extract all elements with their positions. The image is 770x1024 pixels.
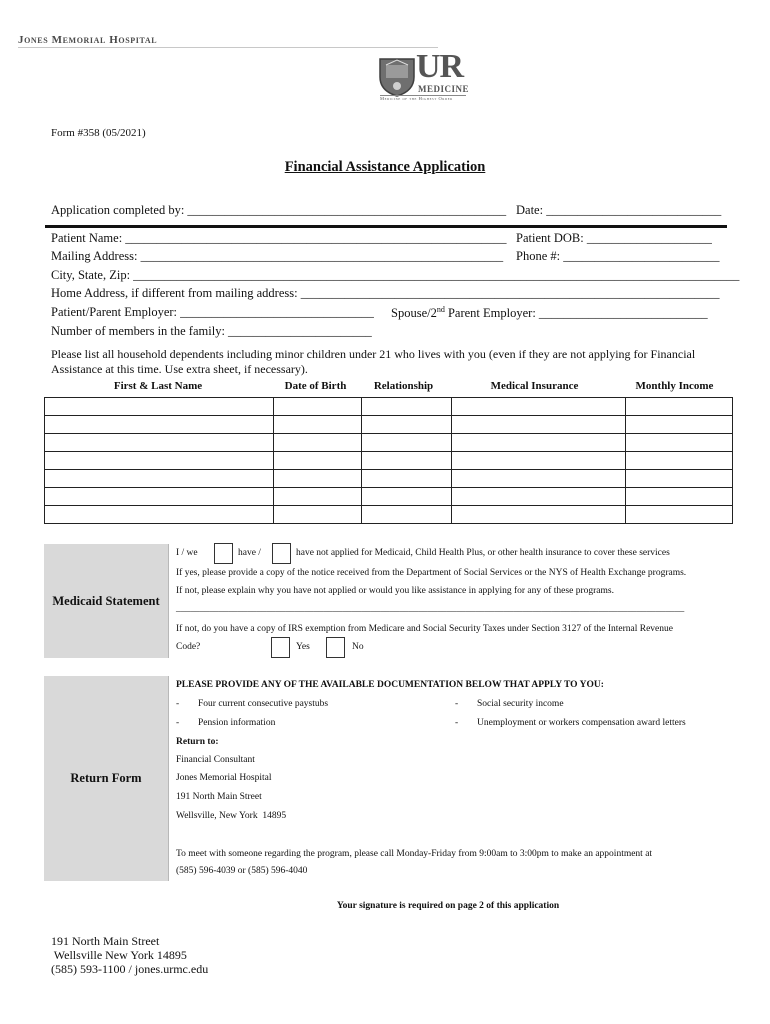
footer-line: (585) 593-1100 / jones.urmc.edu <box>51 962 209 976</box>
signature-note: Your signature is required on page 2 of this application <box>336 901 560 911</box>
table-cell[interactable] <box>274 452 362 470</box>
table-cell[interactable] <box>626 452 733 470</box>
return-address-line: Jones Memorial Hospital <box>176 773 272 783</box>
dependents-instructions: Please list all household dependents including minor children under 21 who lives with you (even if they are not applying for Financial Assistance at this time. Use extra sheet, if necessary). <box>51 347 696 376</box>
table-cell[interactable] <box>626 488 733 506</box>
col-header-income: Monthly Income <box>635 380 714 392</box>
table-cell[interactable] <box>452 398 626 416</box>
section-divider <box>45 225 727 228</box>
footer-line: Wellsville New York 14895 <box>51 948 187 962</box>
explanation-line[interactable]: ___________________________________________________________________________________________________________ <box>176 604 685 614</box>
table-cell[interactable] <box>274 416 362 434</box>
return-address-line: Wellsville, New York 14895 <box>176 811 287 821</box>
have-label: have / <box>238 548 261 558</box>
city-state-zip-field[interactable]: City, State, Zip: _________________________________________________________________________________________________ <box>51 268 740 282</box>
phone-field[interactable]: Phone #: _________________________ <box>516 249 720 263</box>
table-cell[interactable] <box>452 470 626 488</box>
table-cell[interactable] <box>45 506 274 524</box>
if-yes-text: If yes, please provide a copy of the notice received from the Department of Social Services or the NYS of Health Exchange programs. <box>176 568 687 578</box>
medicaid-section-label: Medicaid Statement <box>44 544 169 658</box>
return-form-section-label: Return Form <box>44 676 169 881</box>
table-cell[interactable] <box>626 416 733 434</box>
table-cell[interactable] <box>452 488 626 506</box>
appointment-phone: (585) 596-4039 or (585) 596-4040 <box>176 866 308 876</box>
table-cell[interactable] <box>45 416 274 434</box>
table-row <box>45 434 733 452</box>
logo-ur-text: UR <box>416 48 464 85</box>
table-cell[interactable] <box>452 434 626 452</box>
logo-medicine-text: MEDICINE <box>418 84 470 94</box>
header-divider <box>18 47 438 48</box>
irs-question-text: If not, do you have a copy of IRS exemption from Medicare and Social Security Taxes under Section 3127 of the Internal Revenue <box>176 624 673 634</box>
table-row <box>45 488 733 506</box>
table-cell[interactable] <box>626 506 733 524</box>
spouse-employer-field[interactable]: Spouse/2nd Parent Employer: ___________________________ <box>391 305 708 321</box>
irs-no-checkbox[interactable] <box>326 637 345 658</box>
logo-tagline: Medicine of the Highest Order <box>380 96 453 101</box>
shield-logo-icon <box>378 55 416 97</box>
table-cell[interactable] <box>45 452 274 470</box>
footer-line: 191 North Main Street <box>51 934 160 948</box>
form-number: Form #358 (05/2021) <box>51 127 146 139</box>
col-header-name: First & Last Name <box>113 380 203 392</box>
page-title: Financial Assistance Application <box>284 159 486 175</box>
have-not-checkbox[interactable] <box>272 543 291 564</box>
table-cell[interactable] <box>452 452 626 470</box>
irs-question-code: Code? <box>176 642 201 652</box>
table-cell[interactable] <box>626 398 733 416</box>
dependents-table <box>44 397 733 524</box>
table-cell[interactable] <box>452 506 626 524</box>
hospital-name: Jones Memorial Hospital <box>18 34 158 46</box>
table-cell[interactable] <box>45 398 274 416</box>
bullet: - <box>455 718 459 728</box>
table-cell[interactable] <box>274 470 362 488</box>
table-cell[interactable] <box>274 434 362 452</box>
have-checkbox[interactable] <box>214 543 233 564</box>
have-not-label: have not applied for Medicaid, Child Health Plus, or other health insurance to cover these services <box>296 548 670 558</box>
documentation-heading: PLEASE PROVIDE ANY OF THE AVAILABLE DOCUMENTATION BELOW THAT APPLY TO YOU: <box>176 680 604 690</box>
table-cell[interactable] <box>362 416 452 434</box>
table-cell[interactable] <box>626 470 733 488</box>
employer-field[interactable]: Patient/Parent Employer: _______________________________ <box>51 305 374 319</box>
table-row <box>45 398 733 416</box>
no-label: No <box>352 642 364 652</box>
doc-social-security: Social security income <box>477 699 564 709</box>
return-to-label: Return to: <box>176 737 219 747</box>
table-cell[interactable] <box>362 398 452 416</box>
col-header-dob: Date of Birth <box>284 380 347 392</box>
table-row <box>45 470 733 488</box>
col-header-relationship: Relationship <box>373 380 434 392</box>
irs-yes-checkbox[interactable] <box>271 637 290 658</box>
mailing-address-field[interactable]: Mailing Address: __________________________________________________________ <box>51 249 504 263</box>
return-address-line: Financial Consultant <box>176 755 255 765</box>
table-cell[interactable] <box>362 452 452 470</box>
col-header-insurance: Medical Insurance <box>490 380 579 392</box>
table-cell[interactable] <box>274 398 362 416</box>
doc-paystubs: Four current consecutive paystubs <box>198 699 329 709</box>
bullet: - <box>455 699 459 709</box>
table-cell[interactable] <box>362 470 452 488</box>
bullet: - <box>176 718 180 728</box>
doc-pension: Pension information <box>198 718 276 728</box>
table-cell[interactable] <box>626 434 733 452</box>
footer-address <box>51 934 208 976</box>
table-cell[interactable] <box>45 470 274 488</box>
home-address-field[interactable]: Home Address, if different from mailing address: ___________________________________________________________________ <box>51 286 720 300</box>
table-cell[interactable] <box>362 506 452 524</box>
table-cell[interactable] <box>274 488 362 506</box>
table-cell[interactable] <box>274 506 362 524</box>
table-cell[interactable] <box>452 416 626 434</box>
table-row <box>45 416 733 434</box>
patient-dob-field[interactable]: Patient DOB: ____________________ <box>516 231 712 245</box>
yes-label: Yes <box>296 642 310 652</box>
table-cell[interactable] <box>362 434 452 452</box>
appointment-text: To meet with someone regarding the program, please call Monday-Friday from 9:00am to 3:00pm to make an appointment at <box>176 849 653 859</box>
bullet: - <box>176 699 180 709</box>
family-members-field[interactable]: Number of members in the family: _______________________ <box>51 324 372 338</box>
return-address-line: 191 North Main Street <box>176 792 262 802</box>
completed-by-field[interactable]: Application completed by: ___________________________________________________ <box>51 203 507 217</box>
date-field[interactable]: Date: ____________________________ <box>516 203 722 217</box>
table-row <box>45 452 733 470</box>
doc-unemployment: Unemployment or workers compensation award letters <box>477 718 686 728</box>
if-not-explain-text: If not, please explain why you have not applied or would you like assistance in applying for any of these programs. <box>176 586 614 596</box>
table-cell[interactable] <box>45 434 274 452</box>
table-cell[interactable] <box>362 488 452 506</box>
patient-name-field[interactable]: Patient Name: _____________________________________________________________ <box>51 231 507 245</box>
i-we-label: I / we <box>176 548 198 558</box>
table-cell[interactable] <box>45 488 274 506</box>
table-row <box>45 506 733 524</box>
